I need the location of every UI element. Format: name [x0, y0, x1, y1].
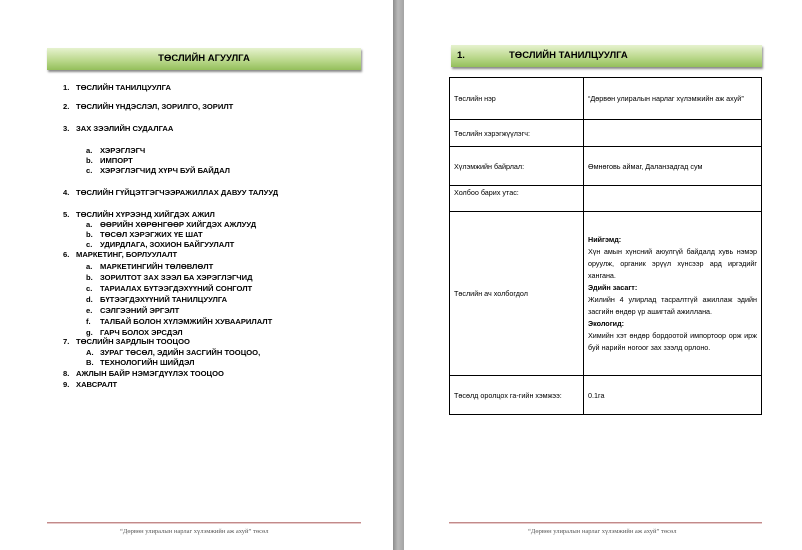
intro-page [404, 0, 802, 550]
social-text: Хүн амын хүнсний аюулгүй байдалд хувь нэмэр оруулж, органик эрүүл хүнсээр ард иргэдийг хангана. [588, 246, 757, 280]
table-row [450, 120, 762, 147]
intro-table [449, 77, 762, 415]
table-row [450, 186, 762, 212]
toc-heading: ТӨСЛИЙН АГУУЛГА [47, 48, 361, 70]
intro-heading [451, 45, 762, 67]
row-label: Холбоо барих утас: [450, 186, 584, 212]
footer-divider [449, 522, 762, 524]
economic-title: Эдийн засагт: [588, 282, 638, 292]
ecology-text: Химийн хэт өндөр бордоотой импортоор орж ирж буй нарийн ногоог зах зээлд орлоно. [588, 330, 757, 352]
row-label: Төслийн нэр [450, 78, 584, 120]
row-value [584, 186, 762, 212]
table-row [450, 376, 762, 415]
page-gutter [393, 0, 404, 550]
row-label: Хүлэмжийн байрлал: [450, 147, 584, 186]
row-label: Төслийн хэрэгжүүлэгч: [450, 120, 584, 147]
footer-text: “Дөрвөн улиралын нарлаг хүлэмжийн аж ахуй” төсөл [120, 528, 269, 535]
row-value: “Дөрвөн улиралын нарлаг хүлэмжийн аж ахуй” [584, 78, 762, 120]
significance-cell [584, 212, 762, 376]
intro-heading-number: 1. [457, 50, 465, 61]
ecology-title: Экологид: [588, 318, 625, 328]
toc-page: ТӨСЛИЙН АГУУЛГА 1. ТӨСЛИЙН ТАНИЛЦУУЛГА 2. ТӨСЛИЙН ҮНДЭСЛЭЛ, ЗОРИЛГО, ЗОРИЛТ 3. ЗАХ ЗЭЭЛИЙН СУДАЛГАА a. ХЭРЭГЛЭГЧ b. ИМПОРТ c. ХЭРЭГЛЭГЧИД ХҮРЧ БУЙ БАЙДАЛ 4. ТӨСЛИЙН ГҮЙЦЭТГЭГЧЭЭРАЖИЛЛАХ ДАВУУ ТАЛУУД 5. ТӨСЛИЙН ХҮРЭЭНД ХИЙГДЭХ АЖИЛ a. ӨӨРИЙН ХӨРӨНГӨӨР ХИЙГДЭХ АЖЛУУД b. ТӨСӨЛ ХЭРЭГЖИХ ҮЕ ШАТ c. УДИРДЛАГА, ЗОХИОН БАЙГУУЛАЛТ 6. МАРКЕТИНГ, БОРЛУУЛАЛТ a. МАРКЕТИНГИЙН ТӨЛӨВЛӨЛТ b. ЗОРИЛТОТ ЗАХ ЗЭЭЛ БА ХЭРЭГЛЭГЧИД c. ТАРИАЛАХ БҮТЭЭГДЭХҮҮНИЙ СОНГОЛТ d. БҮТЭЭГДЭХҮҮНИЙ ТАНИЛЦУУЛГА e. СЭЛГЭЭНИЙ ЭРГЭЛТ f. ТАЛБАЙ БОЛОН ХҮЛЭМЖИЙН ХУВААРИЛАЛТ g. ГАРЧ БОЛОХ ЭРСДЭЛ 7. ТӨСЛИЙН ЗАРДЛЫН ТООЦОО A. ЗУРАГ ТӨСӨЛ, ЭДИЙН ЗАСГИЙН ТООЦОО, B. ТЕХНОЛОГИЙН ШИЙДЭЛ 8. АЖЛЫН БАЙР НЭМЭГДҮҮЛЭХ ТООЦОО 9. ХАВСРАЛТ “Дөрвөн улиралын нарлаг хүлэмжийн аж ахуй” төсөл [0, 0, 393, 550]
table-row [450, 78, 762, 120]
table-row [450, 212, 762, 376]
footer-text: “Дөрвөн улиралын нарлаг хүлэмжийн аж ахуй” төсөл [528, 528, 677, 535]
row-label: Төслийн ач холбогдол [450, 212, 584, 376]
row-value: 0.1га [584, 376, 762, 415]
intro-heading-title: ТӨСЛИЙН ТАНИЛЦУУЛГА [509, 50, 628, 61]
table-row [450, 147, 762, 186]
economic-text: Жилийн 4 улирлад тасралтгүй ажиллаж эдийн засгийн өндөр үр ашигтай ажиллана. [588, 294, 757, 316]
row-label: Төсөлд оролцох га-гийн хэмжээ: [450, 376, 584, 415]
row-value [584, 120, 762, 147]
row-value: Өмнөговь аймаг, Даланзадгад сум [584, 147, 762, 186]
footer-divider [47, 522, 361, 524]
social-title: Нийгэмд: [588, 234, 622, 244]
